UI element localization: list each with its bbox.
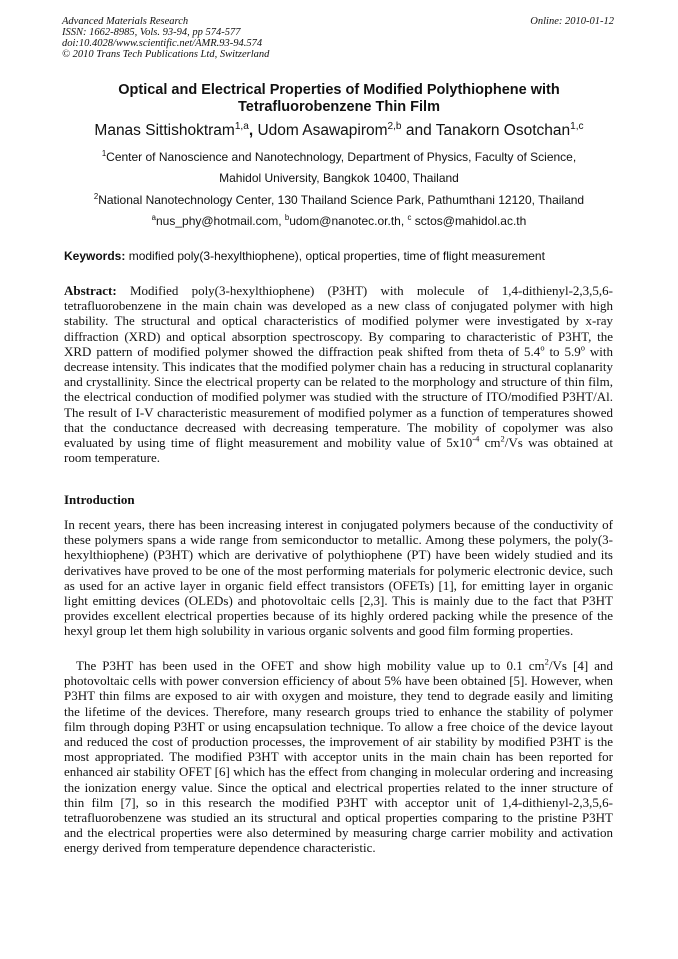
email-c-mark: c <box>407 213 412 222</box>
keywords-label: Keywords: <box>64 249 126 263</box>
degree-mark-1: o <box>540 342 545 353</box>
abstract-text-2: to 5.9 <box>544 343 581 359</box>
section-heading-introduction: Introduction <box>64 492 135 507</box>
title-line-2: Tetrafluorobenzene Thin Film <box>238 99 440 115</box>
abstract-text-5: /Vs was obtained at room temperature. <box>64 435 614 466</box>
abstract-text-1: Modified poly(3-hexylthiophene) (P3HT) with molecule of 1,4-dithienyl-2,3,5,6-tetrafluorobenzene in the main chain was developed as a new class of conjugated polymer with high stability. The structural and optical characteristics of modified polymer were investigated by x-ray diffraction (XRD) and optical absorption spectroscopy. By comparing to characteristic of P3HT, the XRD pattern of modified polymer showed the diffraction peak shifted from theta of 5.4 <box>64 283 613 359</box>
affiliation-2-text: National Nanotechnology Center, 130 Thailand Science Park, Pathumthani 12120, Thailand <box>98 193 585 207</box>
email-line <box>40 214 638 228</box>
affiliation-2-number: 2 <box>93 192 99 201</box>
affiliation-1-line-1 <box>40 150 638 164</box>
author-1-affil: 1,a <box>234 120 249 132</box>
squared-mark-2: 2 <box>544 656 549 667</box>
degree-mark-2: o <box>580 342 585 353</box>
intro-paragraph-2-a: The P3HT has been used in the OFET and show high mobility value up to 0.1 cm <box>76 658 545 673</box>
email-b-mark: b <box>284 213 290 222</box>
abstract <box>64 283 613 465</box>
keywords <box>64 249 624 263</box>
author-list <box>40 122 638 140</box>
intro-paragraph-2-b: /Vs [4] and photovoltaic cells with power conversion efficiency of about 5% have been obtained [5]. However, when P3HT thin films are exposed to air with oxygen and moisture, they tend to degrade easily and limiting the lifetime of the devices. Therefore, many research groups tried to enhance the stability of polymer film through doping P3HT or using encapsulation technique. To allow a free choice of the device layout and reduced the cost of production processes, the improvement of air stability by modified P3HT is the most appropriated. The modified P3HT with acceptor units in the main chain has been reported for enhanced air stability OFET [6] which has the effect from changing in molecular ordering and increasing the ionization energy value. Since the optical and electrical properties related to the inner structure of thin film [7], so in this research the modified P3HT with acceptor unit of 1,4-dithienyl-2,3,5,6-tetrafluorobenzene was studied an its structural and optical properties comparing to the pristine P3HT and the electrical properties were also determined by measuring charge carrier mobility and activation energy derived from temperature dependence characteristic. <box>64 658 613 856</box>
abstract-label: Abstract: <box>64 283 117 298</box>
squared-mark: 2 <box>500 433 505 444</box>
email-b: udom@nanotec.or.th, <box>289 214 408 228</box>
author-1: Manas Sittishoktram <box>94 122 235 139</box>
keywords-text: modified poly(3-hexylthiophene), optical properties, time of flight measurement <box>125 249 545 263</box>
email-c: sctos@mahidol.ac.th <box>411 214 527 228</box>
author-3-affil: 1,c <box>570 120 584 132</box>
exponent: -4 <box>472 433 480 444</box>
journal-header <box>62 16 269 60</box>
paper-title <box>40 82 638 116</box>
email-a-mark: a <box>151 213 156 222</box>
affiliation-1-line-2: Mahidol University, Bangkok 10400, Thailand <box>219 171 459 185</box>
email-a: nus_phy@hotmail.com, <box>156 214 285 228</box>
issn: ISSN: 1662-8985, Vols. 93-94, pp 574-577 <box>62 27 241 38</box>
author-2: Udom Asawapirom <box>257 122 388 139</box>
affiliation-2 <box>40 193 638 207</box>
title-line-1: Optical and Electrical Properties of Modified Polythiophene with <box>118 82 560 98</box>
affiliation-1-number: 1 <box>101 149 107 158</box>
author-separator: , <box>248 122 258 139</box>
online-date: Online: 2010-01-12 <box>530 16 614 27</box>
author-and: and <box>401 122 436 139</box>
doi: doi:10.4028/www.scientific.net/AMR.93-94.574 <box>62 38 263 49</box>
copyright: © 2010 Trans Tech Publications Ltd, Switzerland <box>62 49 270 60</box>
intro-paragraph-1: In recent years, there has been increasing interest in conjugated polymers because of the conductivity of these polymers spans a wide range from semiconductor to metallic. Among these polymers, the poly(3-hexylthiophene) (P3HT) which are derivative of polythiophene (PT) have been widely studied and its derivatives have proved to be one of the most performing materials for polymeric electronic device, such as used for an active layer in organic field effect transistors (OFETs) [1], for emitting layer in organic light emitting devices (OLEDs) and photovoltaic cells [2,3]. This is mainly due to the fact that P3HT provides excellent electrical properties because of its highly ordered packing while the presence of the hexyl group let them high solubility in various organic solvents and good film forming properties. <box>64 517 613 639</box>
affiliation-1-text: Center of Nanoscience and Nanotechnology, Department of Physics, Faculty of Science, <box>106 150 577 164</box>
intro-paragraph-2 <box>64 658 613 856</box>
author-3: Tanakorn Osotchan <box>435 122 571 139</box>
abstract-text-4: cm <box>479 435 501 451</box>
abstract-text-3: with decrease intensity. This indicates that the modified polymer chain has a reducing in structural coplanarity and crystallinity. Since the electrical property can be related to the morphology and structure of thin film, the electrical conduction of modified polymer was studied with the structure of ITO/modified P3HT/Al. The result of I-V characteristic measurement of modified polymer as a function of temperatures showed that the conductance decreased with decreasing temperature. The mobility of copolymer was also evaluated by using time of flight measurement and mobility value of 5x10 <box>64 343 613 451</box>
journal-name: Advanced Materials Research <box>62 16 189 27</box>
author-2-affil: 2,b <box>387 120 402 132</box>
